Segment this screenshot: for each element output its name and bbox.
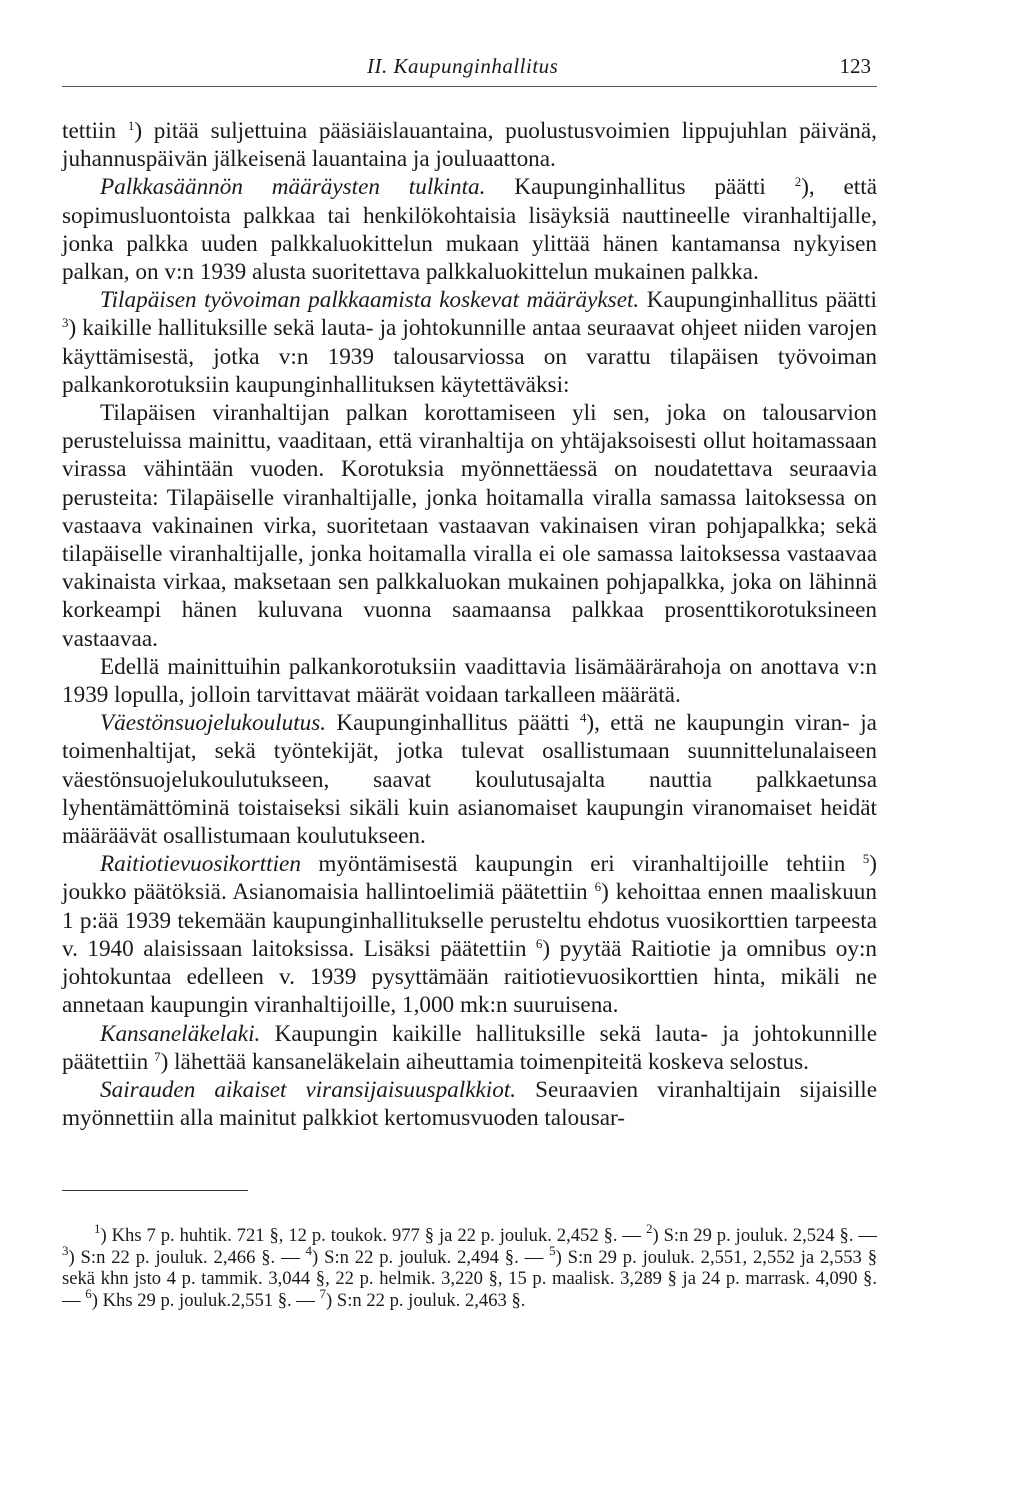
text-run: ) S:n 22 p. jouluk. 2,466 §. — bbox=[68, 1246, 306, 1268]
text-run: ) S:n 22 p. jouluk. 2,463 §. bbox=[326, 1289, 526, 1311]
section-heading: Sairauden aikaiset viransijaisuuspalkkiot. bbox=[100, 1076, 517, 1103]
footnote-marker: 1 bbox=[127, 118, 135, 133]
footnote-marker: 6 bbox=[594, 879, 602, 895]
document-page bbox=[62, 50, 877, 1311]
text-run: Edellä mainittuihin palkankorotuksiin vaadittavia lisämäärärahoja on anottava v:n 1939 lopulla, jolloin tarvittavat määrät voidaan tarkalleen määrätä. bbox=[62, 653, 877, 709]
footnote-marker: 1 bbox=[94, 1221, 101, 1237]
text-run: Kaupunginhallitus päätti bbox=[639, 287, 877, 314]
text-run: ) Khs 7 p. huhtik. 721 §, 12 p. toukok. 977 § ja 22 p. jouluk. 2,452 §. — bbox=[100, 1225, 646, 1247]
footnote-marker: 4 bbox=[579, 710, 587, 726]
text-run: ) kaikille hallituksille sekä lauta- ja johtokunnille antaa seuraavat ohjeet niiden varojen käyttämisestä, jotka v:n 1939 talousarviossa on varattu tilapäisen työvoiman palkankorotuksiin kaupunginhallituksen käytettäväksi: bbox=[62, 315, 877, 398]
section-heading: Kansaneläkelaki. bbox=[100, 1020, 261, 1047]
text-run: ) joukko päätöksiä. Asianomaisia hallintoelimiä päätettiin bbox=[62, 851, 877, 906]
paragraph bbox=[62, 709, 877, 850]
footnote-divider bbox=[62, 1190, 248, 1191]
section-heading: Tilapäisen työvoiman palkkaamista koskevat määräykset. bbox=[100, 287, 640, 314]
text-run: Seuraavien viranhaltijain sijaisille myönnettiin alla mainitut palkkiot kertomusvuoden talousar- bbox=[62, 1076, 877, 1132]
text-run: myöntämisestä kaupungin eri viranhaltijoille tehtiin bbox=[300, 851, 863, 878]
page-number: 123 bbox=[839, 54, 871, 78]
paragraph bbox=[62, 117, 877, 173]
text-run: ), että ne kaupungin viran- ja toimenhaltijat, sekä työntekijät, jotka tulevat osallistumaan suunnittelunalaiseen väestönsuojelukoulutukseen, saavat koulutusajalta nauttia palkkaetunsa lyhentämättöminä toistaiseksi sikäli kuin asianomaiset kaupungin viranomaiset heidät määräävät osallistumaan koulutukseen. bbox=[62, 710, 877, 850]
footnote-marker: 6 bbox=[85, 1285, 92, 1301]
text-run: ) S:n 29 p. jouluk. 2,551, 2,552 ja 2,553 § sekä khn jsto 4 p. tammik. 3,044 §, 22 p. helmik. 3,220 §, 15 p. maalisk. 3,289 § ja 24 p. marrask. 4,090 §. — bbox=[62, 1246, 878, 1311]
text-run: ) kehoittaa ennen maaliskuun 1 p:ää 1939 tekemään kaupunginhallitukselle perusteltu ehdotus vuosikorttien tarpeesta v. 1940 alaisissaan laitoksissa. Lisäksi päätettiin bbox=[62, 879, 877, 962]
paragraph bbox=[62, 173, 877, 286]
footnote-marker: 3 bbox=[62, 1242, 69, 1258]
text-run: Tilapäisen viranhaltijan palkan korottamiseen yli sen, joka on talousarvion perusteluissa mainittu, vaaditaan, että viranhaltija on yhtäjaksoisesti ollut hoitamassaan virassa vähintään vuoden. Korotuksia myönnettäessä on noudatettava seuraavia perusteita: Tilapäiselle viranhaltijalle, jonka hoitamalla viralla samassa laitoksessa on vastaava vakinainen virka, suoritetaan vastaavan vakinaisen viran pohjapalkka; sekä tilapäiselle viranhaltijalle, jonka hoitamalla viralla ei ole samassa laitoksessa vastaavaa vakinaista virkaa, maksetaan sen palkkaluokan mukainen pohjapalkka, joka on lähinnä korkeampi hänen kuluvana vuonna saamaansa palkkaa prosenttikorotuksineen vastaavaa. bbox=[62, 400, 877, 652]
section-heading: Raitiotievuosikorttien bbox=[100, 851, 301, 878]
text-run: ) S:n 22 p. jouluk. 2,494 §. — bbox=[312, 1246, 550, 1268]
paragraph bbox=[62, 286, 877, 399]
paragraph bbox=[62, 1020, 877, 1076]
section-heading: Väestönsuojelukoulutus. bbox=[100, 710, 327, 737]
footnote-marker: 6 bbox=[535, 935, 543, 951]
footnote-marker: 4 bbox=[305, 1242, 313, 1258]
text-run: Kaupungin kaikille hallituksille sekä lauta- ja johtokunnille päätettiin bbox=[62, 1020, 877, 1075]
footnote-marker: 5 bbox=[862, 851, 870, 867]
text-run: Kaupunginhallitus päätti bbox=[485, 174, 795, 201]
text-run: ) lähettää kansaneläkelain aiheuttamia toimenpiteitä koskeva selostus. bbox=[160, 1048, 809, 1075]
paragraph bbox=[62, 653, 877, 709]
footnote-marker: 7 bbox=[319, 1285, 327, 1301]
paragraph bbox=[62, 1076, 877, 1132]
body-text bbox=[62, 117, 877, 1132]
text-run: Kaupunginhallitus päätti bbox=[326, 710, 580, 737]
text-run: ) Khs 29 p. jouluk.2,551 §. — bbox=[91, 1289, 320, 1311]
footnote-marker: 3 bbox=[62, 315, 69, 331]
footnote-text bbox=[62, 1221, 878, 1311]
text-run: ) pitää suljettuina pääsiäislauantaina, puolustusvoimien lippujuhlan päivänä, juhannuspäivän jälkeisenä lauantaina ja jouluaattona. bbox=[62, 118, 877, 173]
footnote-marker: 7 bbox=[154, 1048, 161, 1064]
footnote-marker: 5 bbox=[549, 1242, 556, 1258]
footnote-marker: 2 bbox=[794, 174, 802, 190]
footnotes bbox=[62, 1221, 878, 1311]
running-header bbox=[62, 50, 877, 87]
chapter-title: II. Kaupunginhallitus bbox=[367, 54, 559, 78]
paragraph bbox=[62, 850, 877, 1019]
text-run: ) S:n 29 p. jouluk. 2,524 §. — bbox=[652, 1225, 877, 1247]
paragraph bbox=[62, 399, 877, 653]
text-run: tettiin bbox=[62, 118, 128, 144]
text-run: ), että sopimusluontoista palkkaa tai henkilökohtaisia lisäyksiä nauttineelle viranhaltijalle, jonka palkka uuden palkkaluokittelun mukaan ylittää hänen kantamansa nykyisen palkan, on v:n 1939 alusta suoritettava palkkaluokittelun mukainen palkka. bbox=[62, 174, 877, 286]
text-run: ) pyytää Raitiotie ja omnibus oy:n johtokuntaa edelleen v. 1939 pysyttämään raitiotievuosikorttien hinta, mikäli ne annetaan kaupungin viranhaltijoille, 1,000 mk:n suuruisena. bbox=[62, 935, 877, 1019]
section-heading: Palkkasäännön määräysten tulkinta. bbox=[100, 174, 486, 201]
footnote-marker: 2 bbox=[645, 1221, 653, 1237]
